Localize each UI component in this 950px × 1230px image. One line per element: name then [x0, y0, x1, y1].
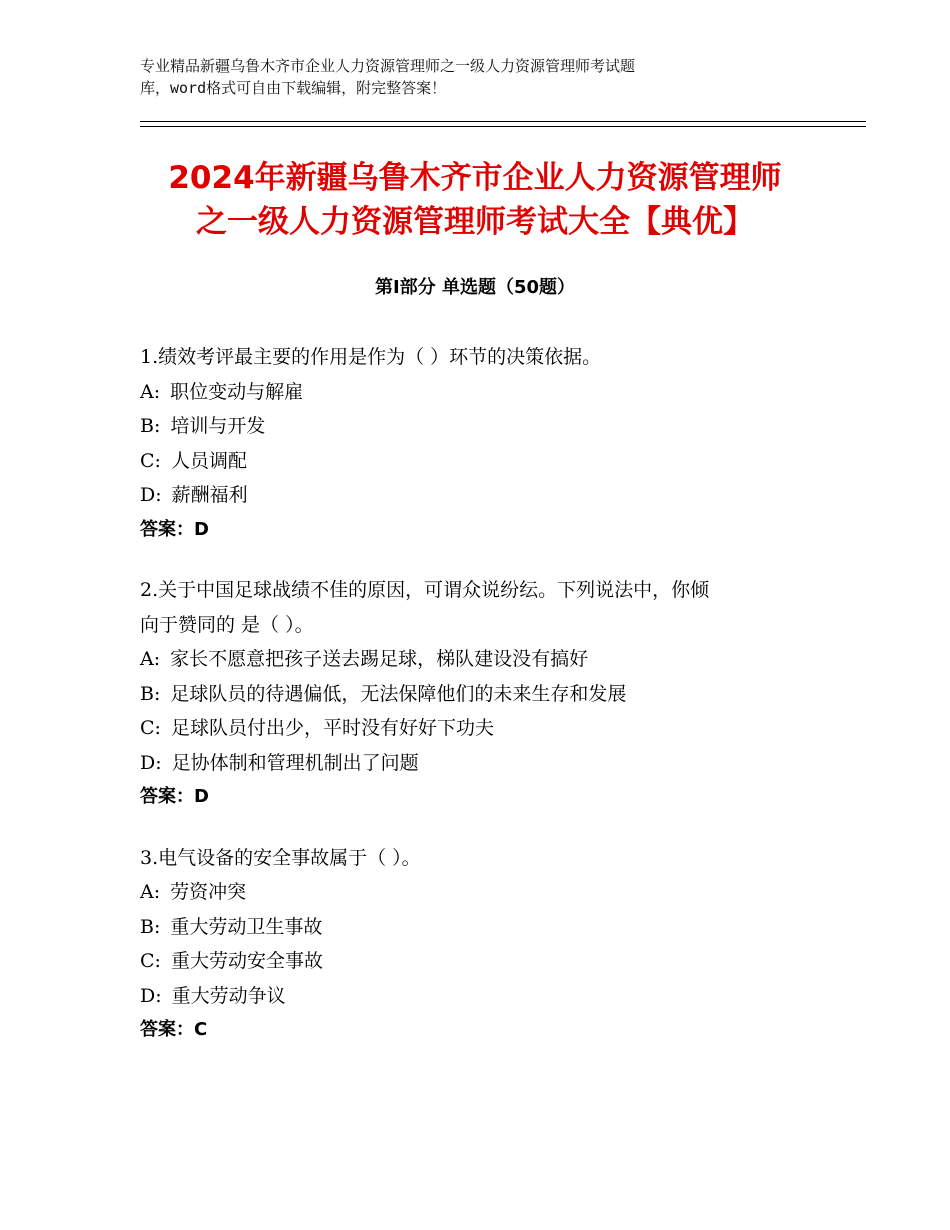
question-stem: 3.电气设备的安全事故属于（ ）。 [140, 846, 421, 869]
question-1 [140, 340, 820, 547]
question-stem-line-2: 向于赞同的 是（ ）。 [140, 613, 314, 636]
option-b: B: 培训与开发 [140, 415, 266, 437]
option-text: 重大劳动安全事故 [170, 950, 323, 972]
question-stem-line-1: 2.关于中国足球战绩不佳的原因，可谓众说纷纭。下列说法中，你倾 [140, 579, 710, 601]
option-c: C: 人员调配 [140, 449, 247, 472]
option-a: A: 劳资冲突 [140, 881, 247, 903]
option-a: A: 家长不愿意把孩子送去踢足球，梯队建设没有搞好 [140, 648, 589, 670]
answer-label: 答案：C [140, 1019, 208, 1040]
header-note-line-1: 专业精品新疆乌鲁木齐市企业人力资源管理师之一级人力资源管理师考试题 [140, 57, 636, 75]
option-text: 人员调配 [170, 449, 247, 472]
option-text: 重大劳动争议 [171, 984, 286, 1007]
header-note-line-2: 库，word格式可自由下载编辑，附完整答案！ [140, 79, 447, 97]
option-b: B: 重大劳动卫生事故 [140, 915, 323, 938]
header-note [140, 55, 780, 99]
option-d: D: 足协体制和管理机制出了问题 [140, 751, 419, 774]
option-text: 家长不愿意把孩子送去踢足球，梯队建设没有搞好 [170, 648, 589, 670]
question-list [140, 340, 820, 1074]
option-text: 培训与开发 [170, 415, 266, 437]
document-title-line-1: 2024年新疆乌鲁木齐市企业人力资源管理师 [168, 160, 782, 196]
option-c: C: 重大劳动安全事故 [140, 950, 323, 972]
answer-label: 答案：D [140, 518, 209, 540]
question-stem: 1.绩效考评最主要的作用是作为（ ）环节的决策依据。 [140, 346, 602, 368]
option-text: 足协体制和管理机制出了问题 [171, 751, 419, 774]
document-title [95, 156, 855, 244]
answer-label: 答案：D [140, 786, 209, 807]
question-2 [140, 573, 820, 815]
header-divider-thick [140, 121, 866, 122]
header-divider-thin [140, 126, 866, 127]
section-heading: 第Ⅰ部分 单选题（50题） [374, 277, 575, 298]
option-c: C: 足球队员付出少，平时没有好好下功夫 [140, 717, 494, 739]
option-text: 足球队员付出少，平时没有好好下功夫 [170, 717, 494, 739]
option-text: 重大劳动卫生事故 [170, 915, 323, 938]
option-d: D: 重大劳动争议 [140, 984, 286, 1007]
option-text: 劳资冲突 [170, 881, 247, 903]
option-b: B: 足球队员的待遇偏低，无法保障他们的未来生存和发展 [140, 682, 627, 705]
document-title-line-2: 之一级人力资源管理师考试大全【典优】 [196, 204, 754, 240]
option-d: D: 薪酬福利 [140, 484, 248, 506]
option-a: A: 职位变动与解雇 [140, 380, 304, 403]
question-3 [140, 841, 820, 1048]
option-text: 足球队员的待遇偏低，无法保障他们的未来生存和发展 [170, 682, 627, 705]
option-text: 职位变动与解雇 [170, 380, 304, 403]
option-text: 薪酬福利 [171, 484, 248, 506]
